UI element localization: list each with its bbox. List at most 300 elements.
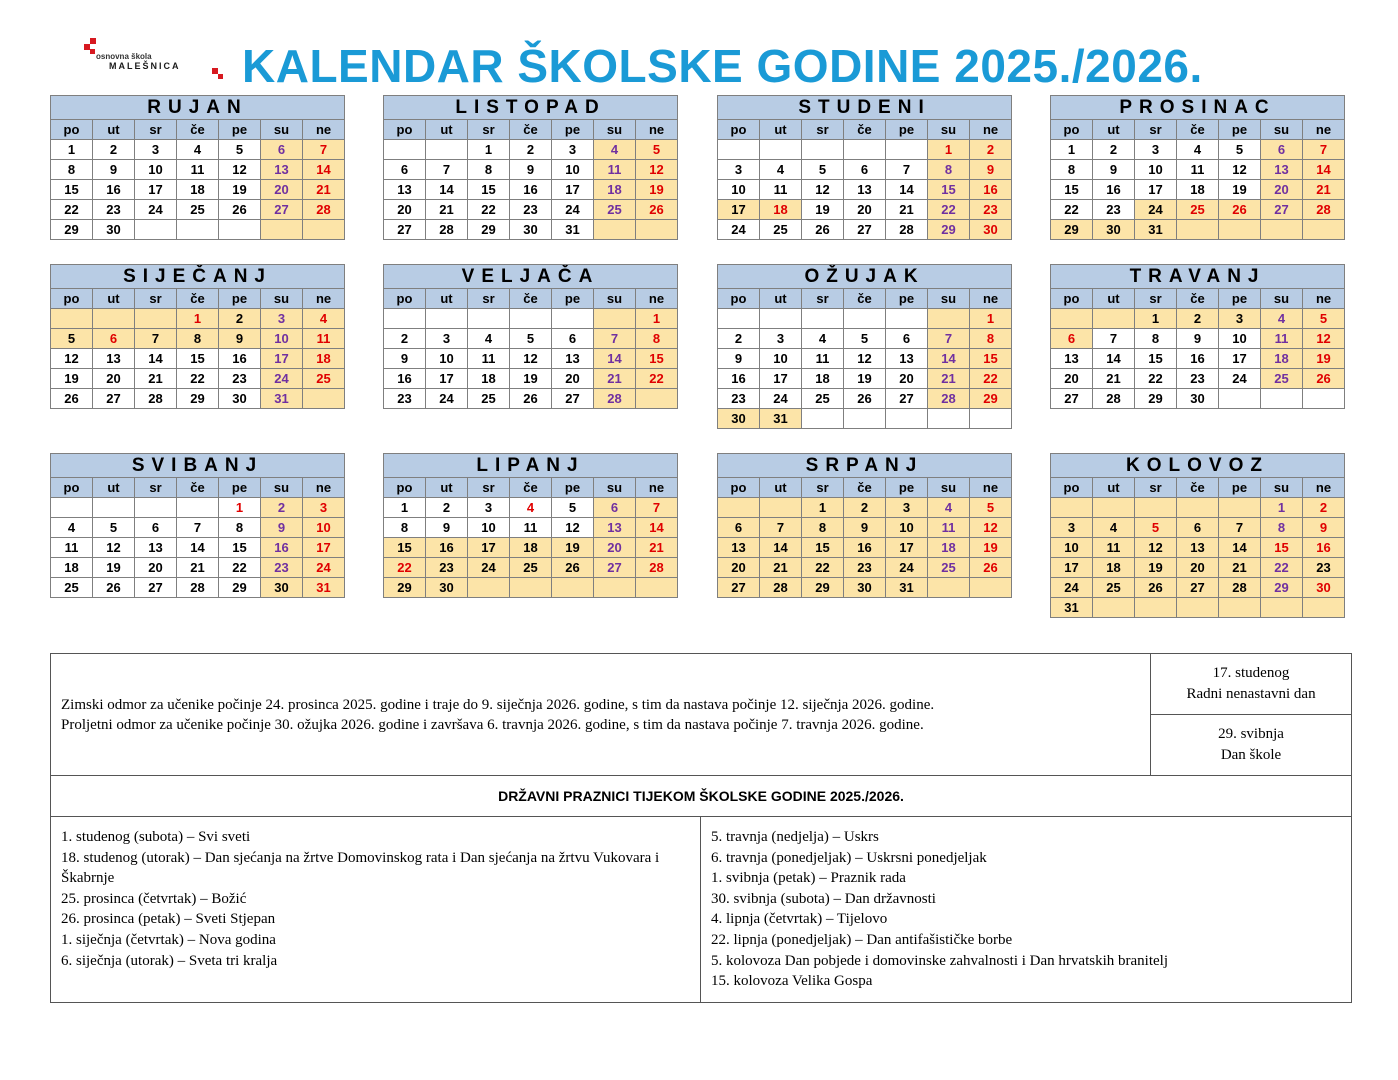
week-row: [51, 309, 345, 329]
calendar-day: 14: [1303, 160, 1345, 180]
calendar-day: 24: [886, 558, 928, 578]
calendar-day: 10: [886, 518, 928, 538]
weekday-header: ut: [1093, 289, 1135, 309]
calendar-day: 2: [1093, 140, 1135, 160]
calendar-day: 21: [1219, 558, 1261, 578]
calendar-empty-cell: [426, 140, 468, 160]
calendar-day: 12: [636, 160, 678, 180]
calendar-empty-cell: [594, 578, 636, 598]
calendar-day: 18: [594, 180, 636, 200]
week-row: [384, 140, 678, 160]
weekday-header: sr: [135, 478, 177, 498]
calendar-day: 17: [718, 200, 760, 220]
calendar-day: 23: [219, 369, 261, 389]
school-breaks-description: [51, 654, 1151, 776]
week-row: [1051, 309, 1345, 329]
calendar-day: 14: [303, 160, 345, 180]
calendar-day: 13: [135, 538, 177, 558]
calendar-day: 7: [1303, 140, 1345, 160]
weekday-header: ut: [93, 289, 135, 309]
calendar-day: 25: [510, 558, 552, 578]
month-calendar-9: [50, 453, 345, 598]
week-row: [384, 329, 678, 349]
week-row: [718, 309, 1012, 329]
calendar-empty-cell: [1051, 309, 1093, 329]
calendar-day: 20: [594, 538, 636, 558]
calendar-day: 12: [93, 538, 135, 558]
calendar-day: 13: [93, 349, 135, 369]
calendar-day: 29: [219, 578, 261, 598]
calendar-day: 13: [844, 180, 886, 200]
calendar-empty-cell: [636, 578, 678, 598]
calendar-day: 4: [928, 498, 970, 518]
month-name: SIJEČANJ: [51, 265, 345, 289]
calendar-day: 10: [1219, 329, 1261, 349]
calendar-day: 13: [1177, 538, 1219, 558]
calendar-day: 10: [426, 349, 468, 369]
school-day-date: 29. svibnja: [1218, 726, 1284, 742]
calendar-day: 4: [1093, 518, 1135, 538]
calendar-day: 19: [1303, 349, 1345, 369]
weekday-header: ut: [1093, 120, 1135, 140]
calendar-day: 28: [760, 578, 802, 598]
calendar-day: 16: [384, 369, 426, 389]
weekday-header: ut: [93, 478, 135, 498]
week-row: [51, 518, 345, 538]
weekday-header: ne: [970, 289, 1012, 309]
calendar-day: 18: [177, 180, 219, 200]
calendar-day: 16: [219, 349, 261, 369]
calendar-day: 28: [886, 220, 928, 240]
holiday-item: 1. studenog (subota) – Svi sveti: [61, 829, 251, 845]
week-row: [384, 369, 678, 389]
calendar-day: 29: [1051, 220, 1093, 240]
calendar-day: 10: [1135, 160, 1177, 180]
calendar-day: 18: [760, 200, 802, 220]
calendar-day: 15: [802, 538, 844, 558]
page-title: KALENDAR ŠKOLSKE GODINE 2025./2026.: [242, 40, 1203, 92]
calendar-empty-cell: [844, 140, 886, 160]
calendar-empty-cell: [802, 140, 844, 160]
calendar-day: 17: [1219, 349, 1261, 369]
weekday-header: ne: [303, 478, 345, 498]
calendar-day: 28: [177, 578, 219, 598]
calendar-day: 8: [1261, 518, 1303, 538]
calendar-day: 25: [928, 558, 970, 578]
calendar-day: 9: [219, 329, 261, 349]
school-day-cell: [1151, 715, 1352, 776]
calendar-day: 23: [718, 389, 760, 409]
calendar-day: 25: [468, 389, 510, 409]
calendar-day: 2: [384, 329, 426, 349]
calendar-day: 16: [510, 180, 552, 200]
calendar-day: 5: [844, 329, 886, 349]
calendar-empty-cell: [135, 220, 177, 240]
weekday-header: po: [1051, 289, 1093, 309]
calendar-day: 9: [718, 349, 760, 369]
week-row: [384, 538, 678, 558]
calendar-day: 12: [1303, 329, 1345, 349]
week-row: [1051, 180, 1345, 200]
calendar-day: 3: [760, 329, 802, 349]
calendar-day: 1: [636, 309, 678, 329]
calendar-day: 10: [1051, 538, 1093, 558]
calendar-day: 25: [1177, 200, 1219, 220]
calendar-day: 11: [177, 160, 219, 180]
calendar-day: 1: [970, 309, 1012, 329]
calendar-day: 4: [303, 309, 345, 329]
calendar-day: 21: [1093, 369, 1135, 389]
weekday-header: su: [1261, 120, 1303, 140]
calendar-day: 5: [552, 498, 594, 518]
calendar-day: 24: [1219, 369, 1261, 389]
calendar-day: 30: [970, 220, 1012, 240]
calendar-day: 26: [1135, 578, 1177, 598]
calendar-day: 10: [718, 180, 760, 200]
calendar-day: 16: [718, 369, 760, 389]
calendar-day: 21: [426, 200, 468, 220]
month-calendar-6: [383, 264, 678, 409]
calendar-empty-cell: [1177, 598, 1219, 618]
week-row: [718, 498, 1012, 518]
week-row: [1051, 329, 1345, 349]
calendar-empty-cell: [384, 140, 426, 160]
weekday-header: po: [1051, 478, 1093, 498]
calendar-day: 29: [970, 389, 1012, 409]
calendar-day: 25: [1261, 369, 1303, 389]
calendar-day: 21: [177, 558, 219, 578]
calendar-day: 8: [970, 329, 1012, 349]
calendar-day: 3: [303, 498, 345, 518]
month-calendar-1: [50, 95, 345, 240]
calendar-day: 25: [303, 369, 345, 389]
calendar-day: 4: [594, 140, 636, 160]
calendar-day: 26: [552, 558, 594, 578]
calendar-day: 4: [468, 329, 510, 349]
week-row: [384, 349, 678, 369]
calendar-day: 11: [760, 180, 802, 200]
weekday-header: po: [384, 478, 426, 498]
weekday-header: ut: [1093, 478, 1135, 498]
weekday-header: su: [261, 478, 303, 498]
weekday-header: če: [510, 120, 552, 140]
week-row: [51, 200, 345, 220]
weekday-header: ne: [303, 289, 345, 309]
calendar-day: 19: [552, 538, 594, 558]
weekday-header: če: [1177, 478, 1219, 498]
calendar-empty-cell: [552, 309, 594, 329]
calendar-day: 1: [384, 498, 426, 518]
calendar-day: 23: [1177, 369, 1219, 389]
calendar-day: 30: [426, 578, 468, 598]
calendar-day: 26: [219, 200, 261, 220]
week-row: [1051, 389, 1345, 409]
holiday-item: 6. travnja (ponedjeljak) – Uskrsni ponedjeljak: [711, 849, 987, 866]
calendar-empty-cell: [594, 220, 636, 240]
week-row: [1051, 349, 1345, 369]
calendar-day: 23: [970, 200, 1012, 220]
calendar-day: 23: [426, 558, 468, 578]
calendar-day: 13: [261, 160, 303, 180]
calendar-day: 29: [802, 578, 844, 598]
calendar-day: 12: [1135, 538, 1177, 558]
calendar-empty-cell: [844, 409, 886, 429]
calendar-day: 22: [51, 200, 93, 220]
calendar-day: 14: [1093, 349, 1135, 369]
calendar-day: 27: [718, 578, 760, 598]
calendar-day: 7: [177, 518, 219, 538]
calendar-day: 5: [93, 518, 135, 538]
weekday-header: pe: [886, 289, 928, 309]
calendar-day: 21: [928, 369, 970, 389]
weekday-header: ut: [760, 478, 802, 498]
calendar-empty-cell: [886, 140, 928, 160]
calendar-day: 15: [1261, 538, 1303, 558]
calendar-day: 17: [261, 349, 303, 369]
calendar-empty-cell: [510, 309, 552, 329]
calendar-day: 21: [594, 369, 636, 389]
weekday-header: če: [510, 289, 552, 309]
weekday-header: če: [510, 478, 552, 498]
weekday-header: sr: [1135, 120, 1177, 140]
calendar-day: 28: [1303, 200, 1345, 220]
calendar-day: 5: [1303, 309, 1345, 329]
calendar-day: 25: [177, 200, 219, 220]
month-name: OŽUJAK: [718, 265, 1012, 289]
week-row: [384, 160, 678, 180]
calendar-day: 12: [844, 349, 886, 369]
calendar-empty-cell: [426, 309, 468, 329]
week-row: [384, 220, 678, 240]
month-name: VELJAČA: [384, 265, 678, 289]
weekday-header: ne: [1303, 478, 1345, 498]
non-teaching-day-label: Radni nenastavni dan: [1186, 686, 1316, 702]
calendar-day: 26: [802, 220, 844, 240]
calendar-day: 20: [844, 200, 886, 220]
calendar-day: 15: [1051, 180, 1093, 200]
calendar-empty-cell: [1177, 220, 1219, 240]
calendar-day: 11: [928, 518, 970, 538]
week-row: [51, 558, 345, 578]
calendar-day: 8: [384, 518, 426, 538]
calendar-day: 3: [1051, 518, 1093, 538]
calendar-day: 31: [1051, 598, 1093, 618]
calendar-day: 28: [1219, 578, 1261, 598]
calendar-day: 6: [1261, 140, 1303, 160]
calendar-day: 22: [384, 558, 426, 578]
calendar-day: 5: [970, 498, 1012, 518]
week-row: [51, 578, 345, 598]
calendar-empty-cell: [1219, 498, 1261, 518]
calendar-empty-cell: [802, 309, 844, 329]
calendar-day: 8: [468, 160, 510, 180]
calendar-day: 4: [177, 140, 219, 160]
month-name: LISTOPAD: [384, 96, 678, 120]
calendar-day: 18: [51, 558, 93, 578]
calendar-day: 17: [135, 180, 177, 200]
calendar-day: 20: [135, 558, 177, 578]
weekday-header: ut: [760, 120, 802, 140]
calendar-day: 11: [594, 160, 636, 180]
calendar-empty-cell: [760, 309, 802, 329]
calendar-day: 9: [1093, 160, 1135, 180]
calendar-day: 2: [1303, 498, 1345, 518]
calendar-day: 18: [1261, 349, 1303, 369]
calendar-day: 1: [1261, 498, 1303, 518]
calendar-day: 18: [510, 538, 552, 558]
calendar-day: 15: [51, 180, 93, 200]
calendar-empty-cell: [135, 498, 177, 518]
calendar-day: 25: [1093, 578, 1135, 598]
weekday-header: ne: [970, 478, 1012, 498]
calendar-day: 12: [1219, 160, 1261, 180]
weekday-header: po: [384, 120, 426, 140]
calendar-day: 23: [844, 558, 886, 578]
calendar-day: 20: [261, 180, 303, 200]
calendar-day: 15: [219, 538, 261, 558]
weekday-header: pe: [1219, 478, 1261, 498]
weekday-header: ne: [970, 120, 1012, 140]
calendar-day: 24: [135, 200, 177, 220]
weekday-header: če: [1177, 289, 1219, 309]
calendar-day: 7: [1093, 329, 1135, 349]
week-row: [1051, 518, 1345, 538]
month-calendar-11: [717, 453, 1012, 598]
weekday-header: ne: [636, 478, 678, 498]
calendar-day: 13: [384, 180, 426, 200]
calendar-day: 15: [177, 349, 219, 369]
calendar-empty-cell: [886, 309, 928, 329]
weekday-header: ut: [760, 289, 802, 309]
calendar-day: 17: [1135, 180, 1177, 200]
weekday-header: pe: [552, 478, 594, 498]
weekday-header: pe: [1219, 120, 1261, 140]
calendar-day: 22: [636, 369, 678, 389]
month-name: SRPANJ: [718, 454, 1012, 478]
logo-school-name: MALEŠNICA: [109, 61, 181, 71]
calendar-empty-cell: [93, 498, 135, 518]
holiday-item: 5. kolovoza Dan pobjede i domovinske zahvalnosti i Dan hrvatskih branitelj: [711, 952, 1168, 969]
spring-break-text: Proljetni odmor za učenike počinje 30. ožujka 2026. godine i završava 6. travnja 2026. godine, s tim da nastava počinje 7. travnja 2026. godine.: [61, 716, 924, 733]
holidays-right-column: [701, 817, 1352, 1003]
calendar-day: 6: [552, 329, 594, 349]
weekday-header: sr: [135, 289, 177, 309]
weekday-header: po: [384, 289, 426, 309]
calendar-day: 14: [426, 180, 468, 200]
calendar-day: 14: [760, 538, 802, 558]
calendar-day: 14: [1219, 538, 1261, 558]
weekday-header: pe: [552, 120, 594, 140]
week-row: [1051, 598, 1345, 618]
week-row: [718, 369, 1012, 389]
holiday-item: 22. lipnja (ponedjeljak) – Dan antifašističke borbe: [711, 931, 1013, 948]
month-calendar-12: [1050, 453, 1345, 618]
calendar-day: 1: [802, 498, 844, 518]
calendar-day: 30: [718, 409, 760, 429]
week-row: [384, 578, 678, 598]
holiday-item: 1. svibnja (petak) – Praznik rada: [711, 870, 906, 887]
weekday-header: pe: [552, 289, 594, 309]
month-calendar-7: [717, 264, 1012, 429]
calendar-empty-cell: [718, 140, 760, 160]
weekday-header: ut: [426, 120, 468, 140]
calendar-day: 9: [510, 160, 552, 180]
calendar-day: 27: [1051, 389, 1093, 409]
holiday-item: 15. kolovoza Velika Gospa: [711, 973, 873, 990]
calendar-day: 28: [135, 389, 177, 409]
week-row: [718, 160, 1012, 180]
week-row: [51, 140, 345, 160]
week-row: [51, 329, 345, 349]
calendar-day: 18: [468, 369, 510, 389]
calendar-day: 26: [1219, 200, 1261, 220]
week-row: [1051, 498, 1345, 518]
calendar-day: 17: [1051, 558, 1093, 578]
calendar-day: 16: [93, 180, 135, 200]
calendar-day: 10: [303, 518, 345, 538]
calendar-empty-cell: [177, 220, 219, 240]
calendar-day: 19: [636, 180, 678, 200]
calendar-day: 8: [177, 329, 219, 349]
weekday-header: po: [51, 289, 93, 309]
week-row: [718, 180, 1012, 200]
month-name: RUJAN: [51, 96, 345, 120]
calendar-day: 22: [1261, 558, 1303, 578]
calendar-day: 27: [1177, 578, 1219, 598]
calendar-day: 8: [219, 518, 261, 538]
calendar-empty-cell: [1093, 498, 1135, 518]
calendar-day: 2: [261, 498, 303, 518]
month-calendar-3: [717, 95, 1012, 240]
calendar-empty-cell: [718, 309, 760, 329]
calendar-day: 31: [303, 578, 345, 598]
calendar-day: 5: [802, 160, 844, 180]
week-row: [384, 558, 678, 578]
calendar-day: 12: [510, 349, 552, 369]
calendar-day: 1: [928, 140, 970, 160]
calendar-day: 20: [886, 369, 928, 389]
calendar-day: 10: [135, 160, 177, 180]
weekday-header: sr: [802, 478, 844, 498]
calendar-day: 6: [384, 160, 426, 180]
calendar-day: 12: [802, 180, 844, 200]
calendar-day: 29: [1261, 578, 1303, 598]
calendar-day: 9: [93, 160, 135, 180]
calendar-day: 20: [384, 200, 426, 220]
calendar-day: 5: [1135, 518, 1177, 538]
calendar-empty-cell: [1219, 598, 1261, 618]
calendar-empty-cell: [384, 309, 426, 329]
weekday-header: sr: [468, 289, 510, 309]
weekday-header: sr: [1135, 289, 1177, 309]
week-row: [384, 180, 678, 200]
calendar-empty-cell: [970, 409, 1012, 429]
week-row: [718, 140, 1012, 160]
calendar-day: 31: [261, 389, 303, 409]
calendar-day: 29: [51, 220, 93, 240]
calendar-day: 17: [426, 369, 468, 389]
holiday-item: 30. svibnja (subota) – Dan državnosti: [711, 890, 936, 907]
calendar-day: 4: [1177, 140, 1219, 160]
week-row: [1051, 160, 1345, 180]
week-row: [51, 389, 345, 409]
calendar-day: 27: [552, 389, 594, 409]
week-row: [718, 578, 1012, 598]
calendar-empty-cell: [636, 220, 678, 240]
calendar-day: 13: [886, 349, 928, 369]
calendar-day: 22: [219, 558, 261, 578]
calendar-day: 9: [261, 518, 303, 538]
